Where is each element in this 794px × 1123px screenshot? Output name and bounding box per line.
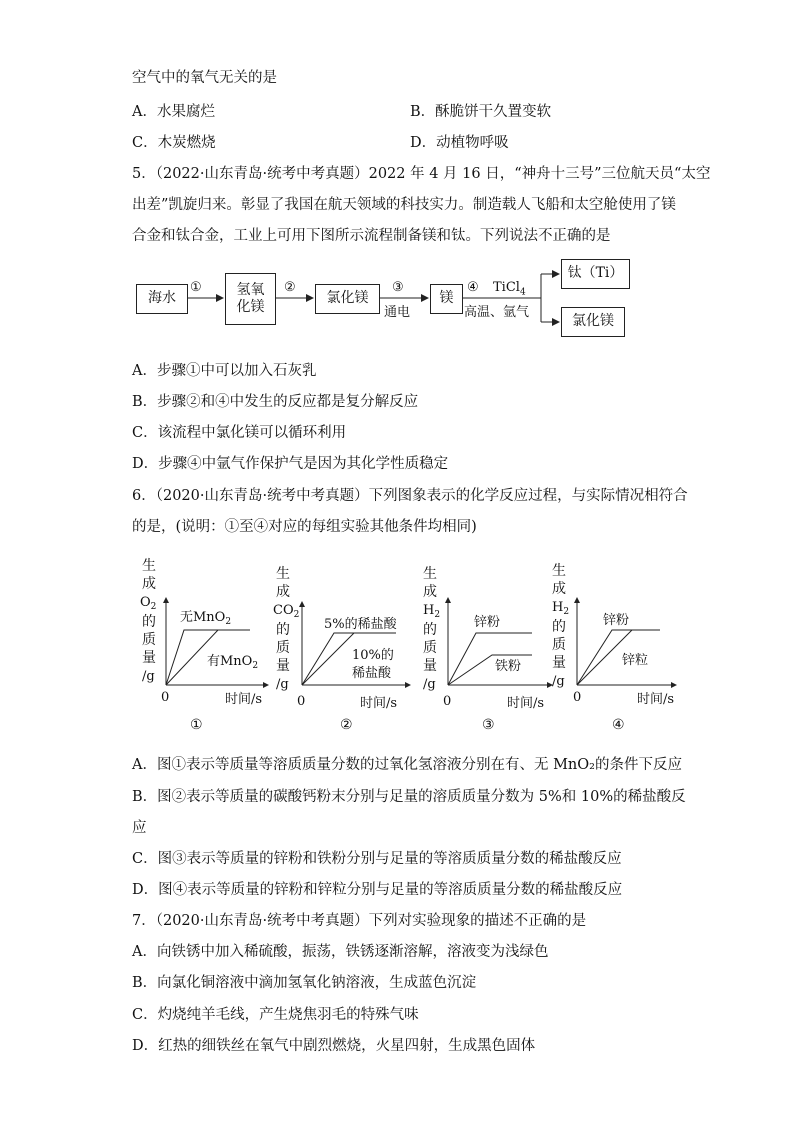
q4-option-d: D．动植物呼吸 (410, 135, 509, 151)
graph3-ylabel-1: 生 (423, 566, 437, 582)
flow-step4-label: ④ (467, 280, 479, 295)
graph1-origin: 0 (161, 690, 170, 705)
flow-box-ti: 钛（Ti） (561, 259, 630, 289)
graph2-ylabel-1: 生 (276, 566, 290, 582)
graph1-ylabel-2: 成 (142, 576, 156, 592)
graph4-ylabel-7: /g (552, 674, 565, 689)
graph3-ylabel-6: 量 (423, 658, 437, 674)
graph4-ylabel-1: 生 (552, 563, 566, 579)
graph1-label: ① (190, 717, 203, 733)
graph1-ylabel-1: 生 (142, 558, 156, 574)
graph3-ylabel-2: 成 (423, 584, 437, 600)
q6-stem-line2: 的是，(说明：①至④对应的每组实验其他条件均相同) (132, 519, 477, 535)
graph2-ylabel-3: $CO_2$ (273, 603, 300, 620)
q5-option-c: C．该流程中氯化镁可以循环利用 (132, 425, 347, 441)
graph4-label: ④ (612, 717, 625, 733)
q5-stem-line2: 出差”凯旋归来。彰显了我国在航天领域的科技实力。制造载人飞船和太空舱使用了镁 (132, 197, 676, 213)
flow-step4-condition: 高温、氩气 (464, 305, 530, 320)
q5-option-d: D．步骤④中氩气作保护气是因为其化学性质稳定 (132, 456, 449, 472)
graph4-xlabel: 时间/s (637, 692, 675, 707)
flow-box-mg: 镁 (430, 284, 463, 314)
graph1-xlabel: 时间/s (225, 692, 263, 707)
q6-option-a: A．图①表示等质量等溶质质量分数的过氧化氢溶液分别在有、无 MnO₂的条件下反应 (132, 757, 682, 773)
q4-option-c: C．木炭燃烧 (132, 135, 216, 151)
q4-option-b: B．酥脆饼干久置变软 (410, 104, 552, 120)
q7-option-c: C．灼烧纯羊毛线，产生烧焦羽毛的特殊气味 (132, 1007, 419, 1023)
graph2-series-2a: 10%的 (352, 648, 394, 663)
graph4-ylabel-2: 成 (552, 581, 566, 597)
graph2-ylabel-5: 质 (276, 640, 290, 656)
flow-box-mgcl2: 氯化镁 (315, 284, 380, 314)
q4-stem-tail: 空气中的氧气无关的是 (132, 70, 277, 86)
graph1-ylabel-4: 的 (142, 614, 156, 630)
graph-2 (273, 565, 410, 733)
flow-box-mgcl2-product: 氯化镁 (561, 307, 625, 337)
q7-option-d: D．红热的细铁丝在氧气中剧烈燃烧，火星四射，生成黑色固体 (132, 1038, 536, 1054)
graph2-ylabel-6: 量 (276, 658, 290, 674)
flow-step4-reagent: TiCl$_4$ (493, 280, 526, 298)
flow-step3-label: ③ (392, 280, 404, 295)
graph2-series-1: 5%的稀盐酸 (324, 617, 397, 632)
graph4-ylabel-6: 量 (552, 655, 566, 671)
q5-stem-line3: 合金和钛合金，工业上可用下图所示流程制备镁和钛。下列说法不正确的是 (132, 228, 611, 244)
graph1-series-1: 无MnO$_2$ (180, 610, 232, 627)
q6-option-b: B．图②表示等质量的碳酸钙粉末分别与足量的溶质质量分数为 5%和 10%的稀盐酸反 (132, 789, 686, 805)
graph2-ylabel-4: 的 (276, 622, 290, 638)
graph2-label: ② (340, 717, 353, 733)
graph4-ylabel-5: 质 (552, 637, 566, 653)
graph2-ylabel-2: 成 (276, 584, 290, 600)
graph2-xlabel: 时间/s (360, 696, 398, 711)
q5-stem-line1: 5．（2022·山东青岛·统考中考真题）2022 年 4 月 16 日，“神舟十三号”三位航天员“太空 (132, 166, 711, 182)
graph3-series-1: 锌粉 (474, 615, 501, 630)
graph1-ylabel-3: $O_2$ (140, 595, 157, 612)
graph4-series-2: 锌粒 (622, 653, 649, 668)
graph3-xlabel: 时间/s (507, 696, 545, 711)
q5-option-a: A．步骤①中可以加入石灰乳 (132, 363, 317, 379)
q7-option-a: A．向铁锈中加入稀硫酸，振荡，铁锈逐渐溶解，溶液变为浅绿色 (132, 944, 549, 960)
graph3-ylabel-4: 的 (423, 622, 437, 638)
q7-option-b: B．向氯化铜溶液中滴加氢氧化钠溶液，生成蓝色沉淀 (132, 975, 477, 991)
q4-option-a: A．水果腐烂 (132, 104, 215, 120)
graph3-label: ③ (482, 717, 495, 733)
graph3-series-2: 铁粉 (495, 659, 522, 674)
q6-stem-line1: 6．（2020·山东青岛·统考中考真题）下列图象表示的化学反应过程，与实际情况相符合 (132, 488, 688, 504)
flow-step3-condition: 通电 (384, 305, 411, 320)
graph2-line-10pct (302, 633, 354, 685)
graph2-origin: 0 (297, 694, 306, 709)
graph2-ylabel-7: /g (276, 677, 289, 692)
graph4-ylabel-3: $H_2$ (552, 600, 570, 617)
graph1-series-2: 有MnO$_2$ (207, 654, 259, 671)
q6-option-d: D．图④表示等质量的锌粉和锌粒分别与足量的等溶质质量分数的稀盐酸反应 (132, 882, 623, 898)
graph1-ylabel-5: 质 (142, 632, 156, 648)
flow-box-mgoh2: 氢氧 化镁 (225, 273, 276, 325)
graph2-series-2b: 稀盐酸 (352, 666, 392, 681)
graph3-ylabel-7: /g (423, 677, 436, 692)
graph4-origin: 0 (573, 690, 582, 705)
flow-box-seawater: 海水 (136, 284, 188, 314)
q6-option-c: C．图③表示等质量的锌粉和铁粉分别与足量的等溶质质量分数的稀盐酸反应 (132, 851, 622, 867)
graph4-ylabel-4: 的 (552, 619, 566, 635)
q5-option-b: B．步骤②和④中发生的反应都是复分解反应 (132, 394, 419, 410)
graph4-series-1: 锌粉 (603, 613, 630, 628)
graph-4 (552, 562, 676, 733)
graph3-ylabel-5: 质 (423, 640, 437, 656)
q7-stem: 7．（2020·山东青岛·统考中考真题）下列对实验现象的描述不正确的是 (132, 913, 587, 929)
graph-1 (140, 557, 268, 733)
graph3-ylabel-3: $H_2$ (423, 603, 441, 620)
flow-step1-label: ① (190, 280, 202, 295)
flow-step2-label: ② (284, 280, 296, 295)
graph-3 (423, 565, 552, 733)
graph1-ylabel-7: /g (142, 669, 155, 684)
q6-option-b-cont: 应 (132, 820, 147, 836)
graph3-origin: 0 (443, 694, 452, 709)
graph1-ylabel-6: 量 (142, 650, 156, 666)
